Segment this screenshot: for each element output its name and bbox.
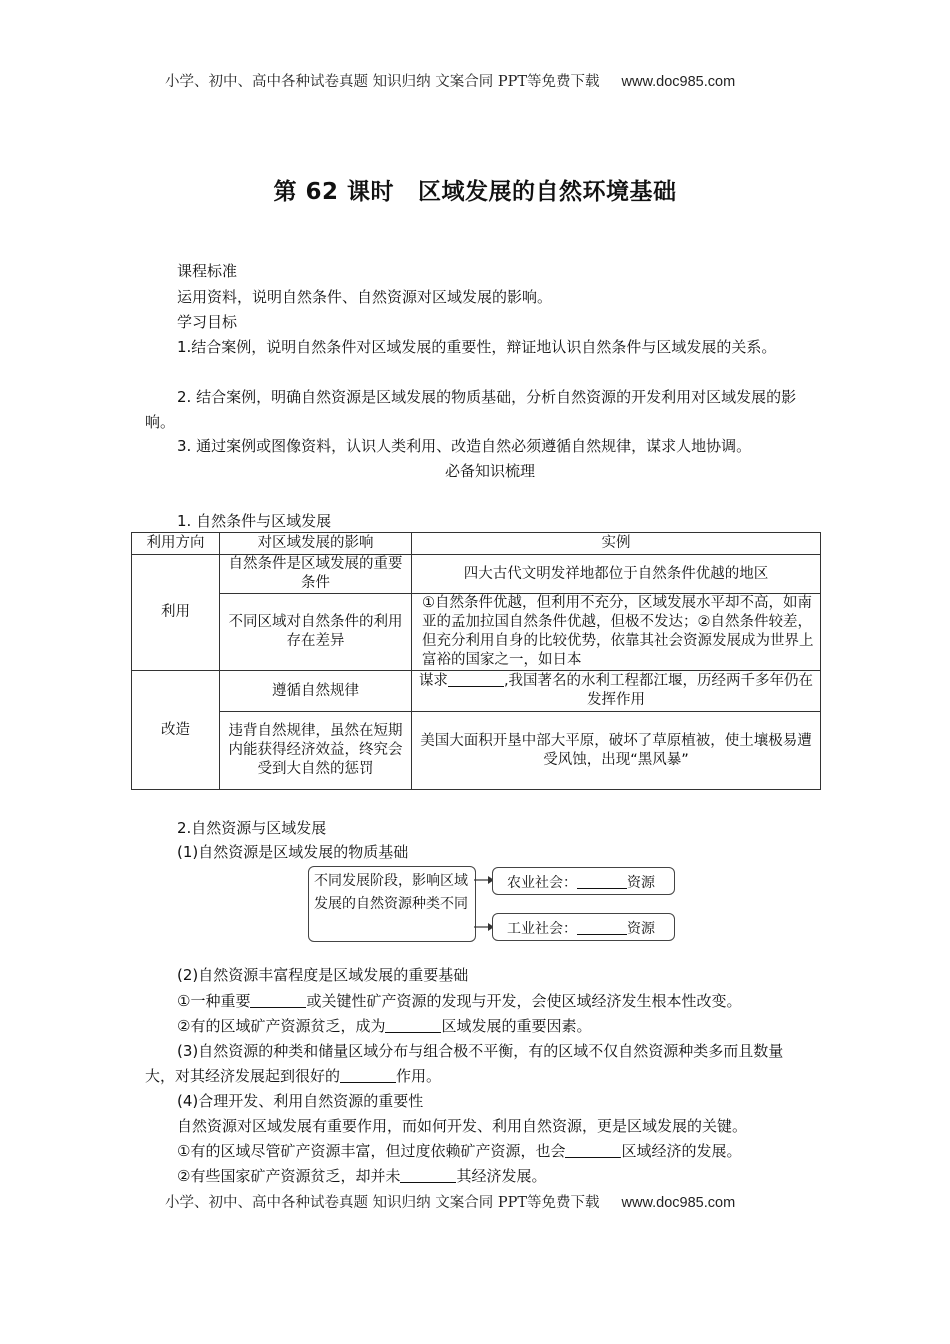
standard-text: 运用资料，说明自然条件、自然资源对区域发展的影响。 <box>177 288 553 306</box>
part2-sub2-a <box>177 989 741 1014</box>
footer-url[interactable]: www.doc985.com <box>621 1195 736 1211</box>
fill-blank[interactable] <box>250 993 306 1008</box>
page-header <box>165 70 735 91</box>
part2-sub4-b <box>177 1164 546 1189</box>
part2-sub3 <box>145 1039 805 1089</box>
example-cell: 四大古代文明发祥地都位于自然条件优越的地区 <box>412 555 821 594</box>
table-row <box>132 594 821 671</box>
industry-suffix: 资源 <box>627 921 655 937</box>
diagram-arrows <box>474 870 494 940</box>
sub2b-post: 区域发展的重要因素。 <box>441 1017 592 1035</box>
diagram-source-box <box>308 866 476 942</box>
col-header-direction: 利用方向 <box>132 533 220 555</box>
diagram-industry-box <box>492 913 675 941</box>
col-header-impact: 对区域发展的影响 <box>220 533 412 555</box>
impact-cell: 违背自然规律，虽然在短期内能获得经济效益，终究会受到大自然的惩罚 <box>220 712 412 790</box>
part2-sub4-text: 自然资源对区域发展有重要作用，而如何开发、利用自然资源，更是区域发展的关键。 <box>177 1117 748 1135</box>
part1-heading: 1. 自然条件与区域发展 <box>177 512 332 530</box>
industry-label <box>507 918 655 938</box>
sub2b-pre: ②有的区域矿产资源贫乏，成为 <box>177 1017 386 1035</box>
sub4b-post: 其经济发展。 <box>456 1167 547 1185</box>
footer-text: 小学、初中、高中各种试卷真题 知识归纳 文案合同 PPT等免费下载 <box>165 1195 600 1211</box>
objective-1: 1.结合案例，说明自然条件对区域发展的重要性，辩证地认识自然条件与区域发展的关系。 <box>177 338 777 356</box>
direction-transform: 改造 <box>132 671 220 790</box>
table-row <box>132 555 821 594</box>
page-title <box>0 173 950 206</box>
header-url[interactable]: www.doc985.com <box>621 74 736 90</box>
sub2a-post: 或关键性矿产资源的发现与开发，会使区域经济发生根本性改变。 <box>306 992 742 1010</box>
table-header-row <box>132 533 821 555</box>
page-footer <box>165 1191 735 1212</box>
part2-sub4: (4)合理开发、利用自然资源的重要性 <box>177 1092 424 1110</box>
part2-sub2: (2)自然资源丰富程度是区域发展的重要基础 <box>177 966 469 984</box>
example-cell: 美国大面积开垦中部大平原，破坏了草原植被，使土壤极易遭受风蚀，出现“黑风暴” <box>412 712 821 790</box>
fill-blank[interactable] <box>340 1068 396 1083</box>
example-text: ,我国著名的水利工程都江堰，历经两千多年仍在发挥作用 <box>503 673 814 708</box>
objective-2: 2. 结合案例，明确自然资源是区域发展的物质基础，分析自然资源的开发利用对区域发展的影响。 <box>145 388 797 431</box>
diagram-agri-box <box>492 867 675 895</box>
fill-blank[interactable] <box>448 672 504 687</box>
header-text: 小学、初中、高中各种试卷真题 知识归纳 文案合同 PPT等免费下载 <box>165 74 600 90</box>
diagram-source-text: 不同发展阶段，影响区域发展的自然资源种类不同 <box>314 873 468 912</box>
fill-blank[interactable] <box>577 920 627 935</box>
sub4a-pre: ①有的区域尽管矿产资源丰富，但过度依赖矿产资源，也会 <box>177 1142 566 1160</box>
fill-blank[interactable] <box>385 1018 441 1033</box>
natural-conditions-table <box>131 532 821 790</box>
impact-cell: 自然条件是区域发展的重要条件 <box>220 555 412 594</box>
section-heading: 必备知识梳理 <box>444 462 535 480</box>
part2-sub1: (1)自然资源是区域发展的物质基础 <box>177 843 409 861</box>
sub2a-pre: ①一种重要 <box>177 992 251 1010</box>
part2-heading: 2.自然资源与区域发展 <box>177 819 327 837</box>
fill-blank[interactable] <box>400 1168 456 1183</box>
lesson-topic: 区域发展的自然环境基础 <box>418 179 677 205</box>
direction-use: 利用 <box>132 555 220 671</box>
sub4b-pre: ②有些国家矿产资源贫乏，却并未 <box>177 1167 401 1185</box>
example-text: 谋求 <box>418 673 448 689</box>
industry-prefix: 工业社会： <box>507 921 577 937</box>
example-cell: ①自然条件优越，但利用不充分，区域发展水平却不高，如南亚的孟加拉国自然条件优越，但极不发达；②自然条件较差，但充分利用自身的比较优势，依靠其社会资源发展成为世界上富裕的国家之一，如日本 <box>412 594 821 671</box>
objective-3: 3. 通过案例或图像资料，认识人类利用、改造自然必须遵循自然规律，谋求人地协调。 <box>177 437 752 455</box>
impact-cell: 不同区域对自然条件的利用存在差异 <box>220 594 412 671</box>
table-row <box>132 671 821 712</box>
fill-blank[interactable] <box>565 1143 621 1158</box>
example-cell <box>412 671 821 712</box>
sub3-pre: (3)自然资源的种类和储量区域分布与组合极不平衡，有的区域不仅自然资源种类多而且数量大，对其经济发展起到很好的 <box>145 1042 784 1085</box>
part2-sub4-a <box>177 1139 741 1164</box>
sub3-post: 作用。 <box>396 1067 442 1085</box>
objectives-heading: 学习目标 <box>177 313 238 331</box>
impact-cell: 遵循自然规律 <box>220 671 412 712</box>
agri-label <box>507 872 655 892</box>
col-header-example: 实例 <box>412 533 821 555</box>
sub4a-post: 区域经济的发展。 <box>621 1142 742 1160</box>
lesson-number: 第 62 课时 <box>273 179 395 205</box>
standard-heading: 课程标准 <box>177 262 238 280</box>
table-row <box>132 712 821 790</box>
fill-blank[interactable] <box>577 874 627 889</box>
part2-sub2-b <box>177 1014 591 1039</box>
agri-prefix: 农业社会： <box>507 875 577 891</box>
agri-suffix: 资源 <box>627 875 655 891</box>
